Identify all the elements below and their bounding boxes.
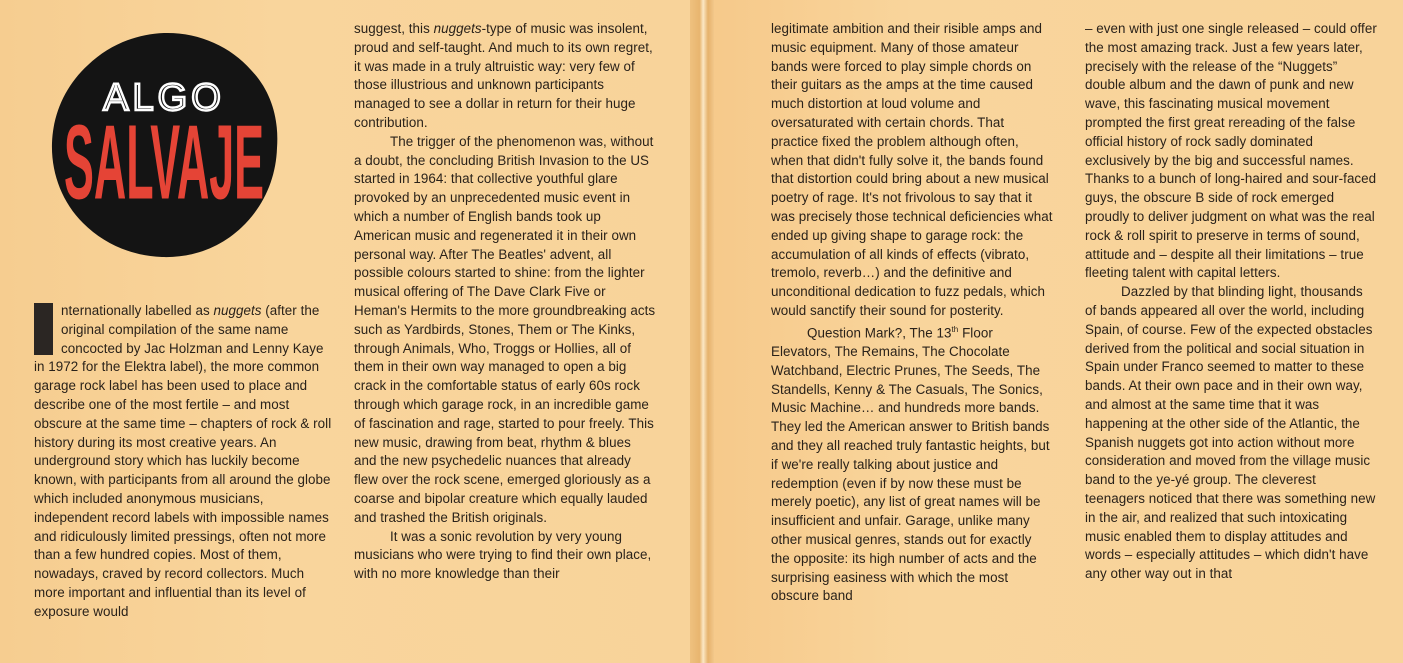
book-gutter <box>690 0 714 663</box>
logo-salvaje-text: SALVAJE <box>63 103 264 222</box>
column-2 <box>354 20 656 584</box>
paragraph: – even with just one single released – could offer the most amazing track. Just a few years later, precisely with the release of the “Nuggets” double album and the dawn of punk and new wave, this fascinating musical movement prompted the first great rereading of the false official history of rock sadly dominated exclusively by the big and successful names. Thanks to a bunch of long-haired and sour-faced guys, the obscure B side of rock emerged proudly to deliver judgment on what was the real rock & roll spirit to preserve in terms of sound, attitude and – despite all their limitations – true fleeting talent with capital letters. <box>1085 21 1377 281</box>
intro-paragraph: nternationally labelled as nuggets (after the original compilation of the same name concocted by Jac Holzman and Lenny Kaye in 1972 for the Elektra label), the more common garage rock label has been used to place and describe one of the most fertile – and most obscure at the same time – chapters of rock & roll history during its most creative years. An underground story which has luckily become known, with participants from all around the globe which included anonymous musicians, independent record labels with impossible names and ridiculously limited pressings, often not more than a few hundred copies. Most of them, nowadays, craved by record collectors. Much more important and influential than its level of exposure would <box>34 303 332 619</box>
column-1 <box>34 302 334 622</box>
paragraph: It was a sonic revolution by very young musicians who were trying to find their own place, with no more knowledge than their <box>354 528 652 582</box>
paragraph: Dazzled by that blinding light, thousands of bands appeared all over the world, including Spain, of course. Few of the expected obstacles derived from the political and social situation in Spain under Franco seemed to matter to these bands. At their own pace and in their own way, and almost at the same time that it was happening at the other side of the Atlantic, the Spanish nuggets got into action without more consideration and moved from the village music band to the ye-yé group. The cleverest teenagers noticed that there was something new in the air, and realized that such intoxicating music enabled them to display attitudes and words – especially attitudes – which didn't have any other way out in that <box>1085 284 1376 582</box>
paragraph: Question Mark?, The 13th Floor Elevators, The Remains, The Chocolate Watchband, Electric Prunes, The Seeds, The Standells, Kenny & The Casuals, The Sonics, Music Machine… and hundreds more bands. They led the American answer to British bands and they all reached truly fantastic heights, but if we're really talking about justice and redemption (even if by now these must be merely poetic), any list of great names will be insufficient and unfair. Garage, unlike many other musical genres, stands out for exactly the opposite: its high number of acts and the surprising easiness with which the most obscure band <box>771 324 1050 604</box>
column-4 <box>1085 20 1377 584</box>
column-3 <box>771 20 1053 606</box>
paragraph: The trigger of the phenomenon was, without a doubt, the concluding British Invasion to the US started in 1964: that collective youthful glare provoked by an unprecedented music event in which a number of English bands took up American music and regenerated it in their own personal way. After The Beatles' advent, all possible colours started to shine: from the lighter musical offering of The Dave Clark Five or Heman's Hermits to the more groundbreaking acts such as Yardbirds, Stones, Them or The Kinks, through Animals, Who, Troggs or Hollies, all of them in their own way managed to open a big crack in the comfortable status of early 60s rock through which garage rock, in an incredible game of fascination and rage, started to pour freely. This new music, drawing from beat, rhythm & blues and the new psychedelic nuances that already flew over the rock scene, emerged gloriously as a coarse and bipolar creature which equally lauded and trashed the British originals. <box>354 133 656 525</box>
paragraph: legitimate ambition and their risible amps and music equipment. Many of those amateur bands were forced to play simple chords on their guitars as the amps at the time caused much distortion at loud volume and oversaturated with certain chords. That practice fixed the problem although often, when that didn't fully solve it, the bands found that distortion could bring about a new musical poetry of rage. It's not frivolous to say that it was precisely those technical deficiencies what ended up giving shape to garage rock: the accumulation of all kinds of effects (vibrato, tremolo, reverb…) and the definitive and unconditional dedication to fuzz pedals, which would sanctify their sound for posterity. <box>771 21 1053 318</box>
paragraph: suggest, this nuggets-type of music was insolent, proud and self-taught. And much to its own regret, it was made in a truly altruistic way: very few of those illustrious and unknown participants managed to see a dollar in return for their huge contribution. <box>354 21 653 130</box>
logo-algo-text: ALGO <box>103 77 225 119</box>
algo-salvaje-logo <box>48 30 280 260</box>
drop-cap <box>34 303 53 355</box>
